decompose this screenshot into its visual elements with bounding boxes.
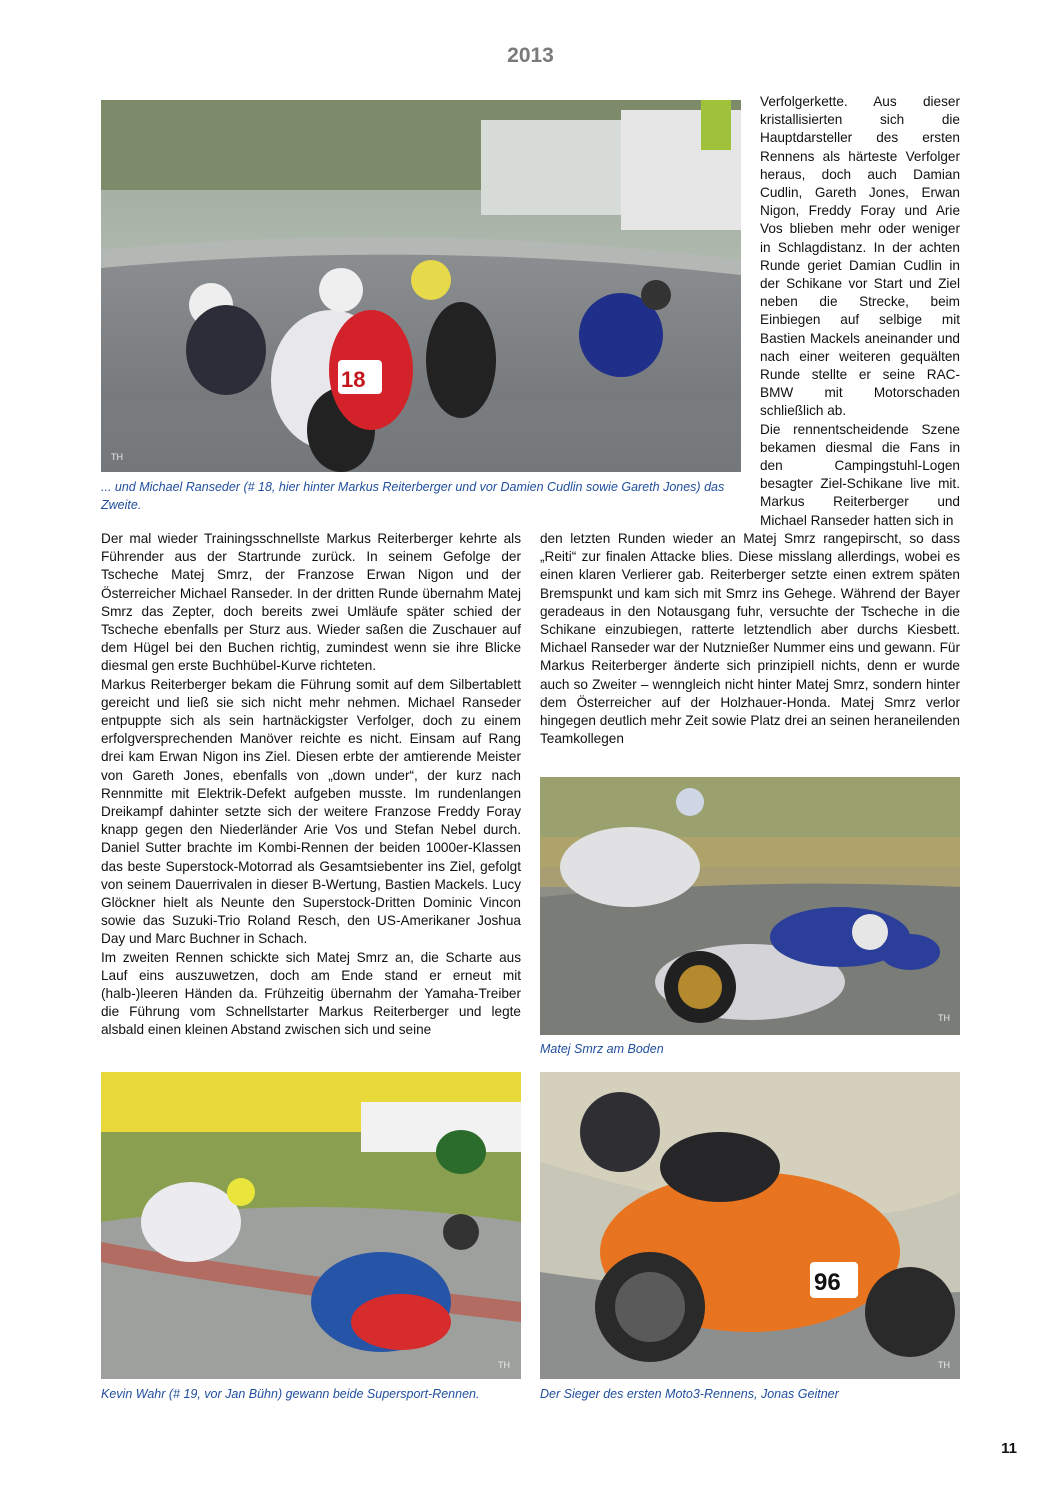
- caption-bottom-right-photo: Der Sieger des ersten Moto3-Rennens, Jonas Geitner: [540, 1387, 839, 1401]
- moto3-image: [540, 1072, 960, 1379]
- race-pack-image: [101, 100, 741, 472]
- photo-credit-bottom-left: TH: [498, 1360, 510, 1370]
- supersport-image: [101, 1072, 521, 1379]
- crash-image: [540, 777, 960, 1035]
- paragraph: den letzten Runden wieder an Matej Smrz rangepirscht, so dass „Reiti“ zur finalen Attacke blies. Diese misslang allerdings, wobei es einen klaren Verlierer gab. Reiterberger setzte einen extrem späten Bremspunkt und kam sich mit Smrz ins Gehege. Während der Bayer geradeaus in den Notausgang fuhr, versuchte der Tscheche in die Schikane einzubiegen, ratterte letztendlich aber durchs Kiesbett. Michael Ranseder war der Nutznießer Nummer eins und gewann. Für Markus Reiterberger änderte sich prinzipiell nichts, denn er wurde auch so Zweiter – wenngleich nicht hinter Matej Smrz, sondern hinter dem Österreicher auf der Holzhauer-Honda. Matej Smrz verlor hingegen deutlich mehr Zeit sowie Platz drei an seinen heraneilenden Teamkollegen: [540, 531, 960, 747]
- page-year-header: 2013: [507, 44, 554, 67]
- photo-credit-top: TH: [111, 452, 123, 462]
- text-left-column: [101, 530, 521, 1040]
- photo-race-pack: [101, 100, 741, 472]
- caption-middle-right-photo: Matej Smrz am Boden: [540, 1042, 664, 1056]
- paragraph: Markus Reiterberger bekam die Führung somit auf dem Silbertablett gereicht und ließ sie sich nicht mehr nehmen. Michael Ranseder entpuppte sich als sein hartnäckigster Verfolger, doch zu einem erfolgversprechenden Manöver reichte es nicht. Einsam auf Rang drei kam Erwan Nigon ins Ziel. Diesen erbte der amtierende Meister von Gareth Jones, ebenfalls von „down under“, der kurz nach Rennmitte mit Elektrik-Defekt aufgeben musste. Im rundenlangen Dreikampf dahinter setzte sich der weitere Franzose Freddy Foray knapp gegen den Niederländer Arie Vos und Stefan Nebel durch. Daniel Sutter brachte im Kombi-Rennen der beiden 1000er-Klassen das beste Superstock-Motorrad als Gesamtsiebenter ins Ziel, gefolgt von seinem Dauerrivalen in dieser B-Wertung, Bastien Mackels. Lucy Glöckner hielt als Neunte den Superstock-Dritten Dominic Vincon sowie das Suzuki-Trio Roland Resch, den US-Amerikaner Joshua Day und Marc Buchner in Schach.: [101, 676, 521, 947]
- caption-top-photo: ... und Michael Ranseder (# 18, hier hinter Markus Reiterberger und vor Damien Cudlin sowie Gareth Jones) das Zweite.: [101, 480, 725, 512]
- photo-credit-bottom-right: TH: [938, 1360, 950, 1370]
- text-right-column: [540, 530, 960, 748]
- paragraph: Die rennentscheidende Szene bekamen diesmal die Fans in den Campingstuhl-Logen besagter Ziel-Schikane live mit. Markus Reiterberger und Michael Ranseder hatten sich in: [760, 421, 960, 528]
- text-right-top: [760, 93, 960, 530]
- paragraph: Der mal wieder Trainingsschnellste Markus Reiterberger kehrte als Führender aus der Startrunde zurück. In seinem Gefolge der Tscheche Matej Smrz, der Franzose Erwan Nigon und der Österreicher Michael Ranseder. In der dritten Runde übernahm Matej Smrz das Zepter, doch bereits zwei Umläufe später schied der Tscheche ebenfalls per Sturz aus. Wieder saßen die Zuschauer auf dem Hügel bei den Buchen richtig, zumindest wenn sie ihre Blicke diesmal gen erste Buchhübel-Kurve richteten.: [101, 531, 521, 674]
- photo-crash: [540, 777, 960, 1035]
- photo-credit-middle-right: TH: [938, 1013, 950, 1023]
- paragraph: Verfolgerkette. Aus dieser kristallisierten sich die Hauptdarsteller des ersten Rennens als härteste Verfolger heraus, doch auch Damian Cudlin, Gareth Jones, Erwan Nigon, Freddy Foray und Arie Vos blieben mehr oder weniger in Schlagdistanz. In der achten Runde geriet Damian Cudlin in der Schikane vor Start und Ziel neben die Strecke, beim Einbiegen auf selbige mit Bastien Mackels aneinander und nach einer weiteren gequälten Runde stellte er seine RAC-BMW mit Motorschaden schließlich ab.: [760, 94, 960, 419]
- paragraph: Im zweiten Rennen schickte sich Matej Smrz an, die Scharte aus Lauf eins auszuwetzen, doch am Ende stand er erneut mit (halb-)leeren Händen da. Frühzeitig übernahm der Yamaha-Treiber die Führung vom Schnellstarter Markus Reiterberger und legte alsbald einen kleinen Abstand zwischen sich und seine: [101, 949, 521, 1038]
- photo-moto3: [540, 1072, 960, 1379]
- photo-supersport: [101, 1072, 521, 1379]
- caption-bottom-left-photo: Kevin Wahr (# 19, vor Jan Bühn) gewann beide Supersport-Rennen.: [101, 1387, 480, 1401]
- svg-text:18: 18: [341, 367, 366, 392]
- page-number: 11: [1001, 1440, 1017, 1457]
- svg-text:96: 96: [814, 1269, 841, 1296]
